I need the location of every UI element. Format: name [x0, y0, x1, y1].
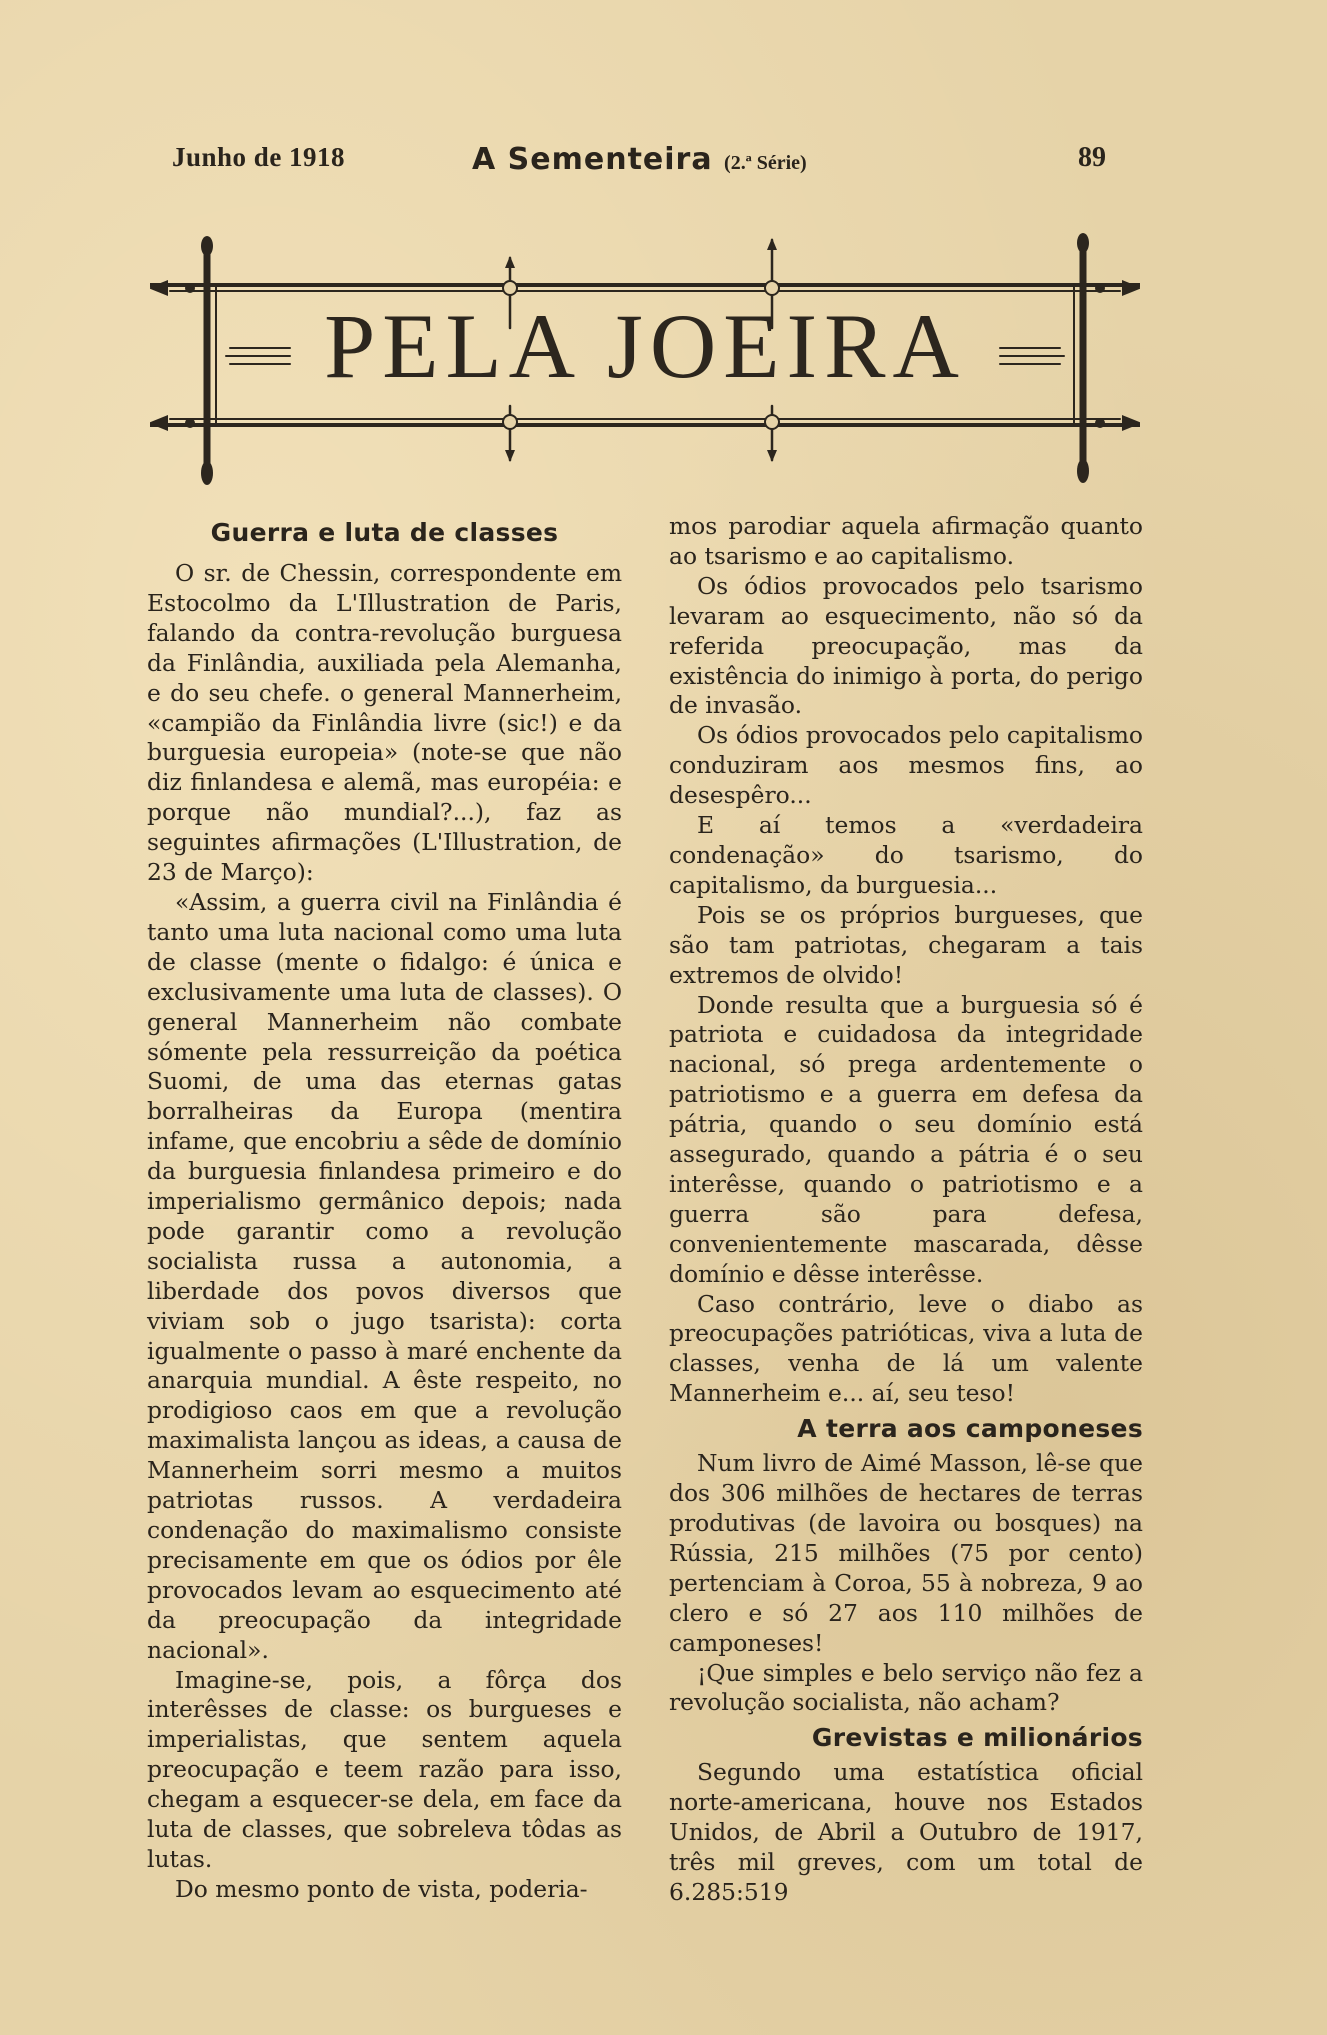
- section-heading: Guerra e luta de classes: [210, 518, 559, 547]
- page-number: 89: [1078, 142, 1106, 173]
- paragraph: ¡Que simples e belo serviço não fez a revolução socialista, não acham?: [669, 1658, 1143, 1717]
- section-heading: Grevistas e milionários: [811, 1723, 1143, 1753]
- paragraph-continuation: mos parodiar aquela afirmação quanto ao tsarismo e ao capitalismo.: [669, 512, 1143, 570]
- section-heading: A terra aos camponeses: [797, 1414, 1143, 1444]
- paragraph: Os ódios provocados pelo tsarismo levaram ao esquecimento, não só da referida preocupação, mas da existência do inimigo à porta, do perigo de invasão.: [669, 571, 1143, 720]
- journal-title: [472, 142, 807, 177]
- right-column: [669, 512, 1143, 1908]
- paragraph: Imagine-se, pois, a fôrça dos interêsses de classe: os burgueses e imperialistas, que sentem aquela preocupação e teem razão para isso, chegam a esquecer-se dela, em face da luta de classes, que sobreleva tôdas as lutas.: [147, 1665, 622, 1873]
- journal-series: (2.ª Série): [724, 152, 807, 174]
- running-header: [0, 142, 1327, 186]
- paragraph: Donde resulta que a burguesia só é patriota e cuidadosa da integridade nacional, só prega ardentemente o patriotismo e a guerra em defesa da pátria, quando o seu domínio está assegurado, quando a pátria é o seu interêsse, quando o patriotismo e a guerra são para defesa, convenientemente mascarada, dêsse domínio e dêsse interêsse.: [669, 990, 1143, 1288]
- paragraph: Do mesmo ponto de vista, poderia-: [175, 1874, 588, 1903]
- paragraph: Caso contrário, leve o diabo as preocupações patrióticas, viva a luta de classes, venha de lá um valente Mannerheim e... aí, seu teso!: [669, 1289, 1143, 1408]
- journal-name: A Sementeira: [472, 142, 713, 177]
- paragraph: «Assim, a guerra civil na Finlândia é tanto uma luta nacional como uma luta de classe (mente o fidalgo: é única e exclusivamente uma luta de classes). O general Mannerheim não combate sómente pela ressurreição da poética Suomi, de uma das eternas gatas borralheiras da Europa (mentira infame, que encobriu a sêde de domínio da burguesia finlandesa primeiro e do imperialismo germânico depois; nada pode garantir como a revolução socialista russa a autonomia, a liberdade dos povos diversos que viviam sob o jugo tsarista): corta igualmente o passo à maré enchente da anarquia mundial. A êste respeito, no prodigioso caos em que a revolução maximalista lançou as ideas, a causa de Mannerheim sorri mesmo a muitos patriotas russos. A verdadeira condenação do maximalismo consiste precisamente em que os ódios por êle provocados levam ao esquecimento até da preocupação da integridade nacional».: [147, 887, 622, 1664]
- paragraph: O sr. de Chessin, correspondente em Estocolmo da L'Illustration de Paris, falando da contra-revolução burguesa da Finlândia, auxiliada pela Alemanha, e do seu chefe. o general Mannerheim, «campião da Finlândia livre (sic!) e da burguesia europeia» (note-se que não diz finlandesa e alemã, mas européia: e porque não mundial?...), faz as seguintes afirmações (L'Illustration, de 23 de Março):: [147, 559, 622, 887]
- banner-title: PELA JOEIRA: [324, 295, 966, 397]
- paragraph: Segundo uma estatística oficial norte-americana, houve nos Estados Unidos, de Abril a Outubro de 1917, três mil greves, com um total de 6.285:519: [669, 1758, 1143, 1906]
- issue-date: Junho de 1918: [172, 142, 346, 172]
- paragraph: Os ódios provocados pelo capitalismo conduziram aos mesmos fins, ao desespêro...: [669, 721, 1143, 810]
- paragraph: Pois se os próprios burgueses, que são tam patriotas, chegaram a tais extremos de olvido!: [669, 900, 1143, 989]
- paragraph: E aí temos a «verdadeira condenação» do tsarismo, do capitalismo, da burguesia...: [669, 811, 1143, 899]
- paragraph: Num livro de Aimé Masson, lê-se que dos 306 milhões de hectares de terras produtivas (de lavoira ou bosques) na Rússia, 215 milhões (75 por cento) pertenciam à Coroa, 55 à nobreza, 9 ao clero e só 27 aos 110 milhões de camponeses!: [669, 1449, 1143, 1657]
- left-column: [147, 512, 622, 1905]
